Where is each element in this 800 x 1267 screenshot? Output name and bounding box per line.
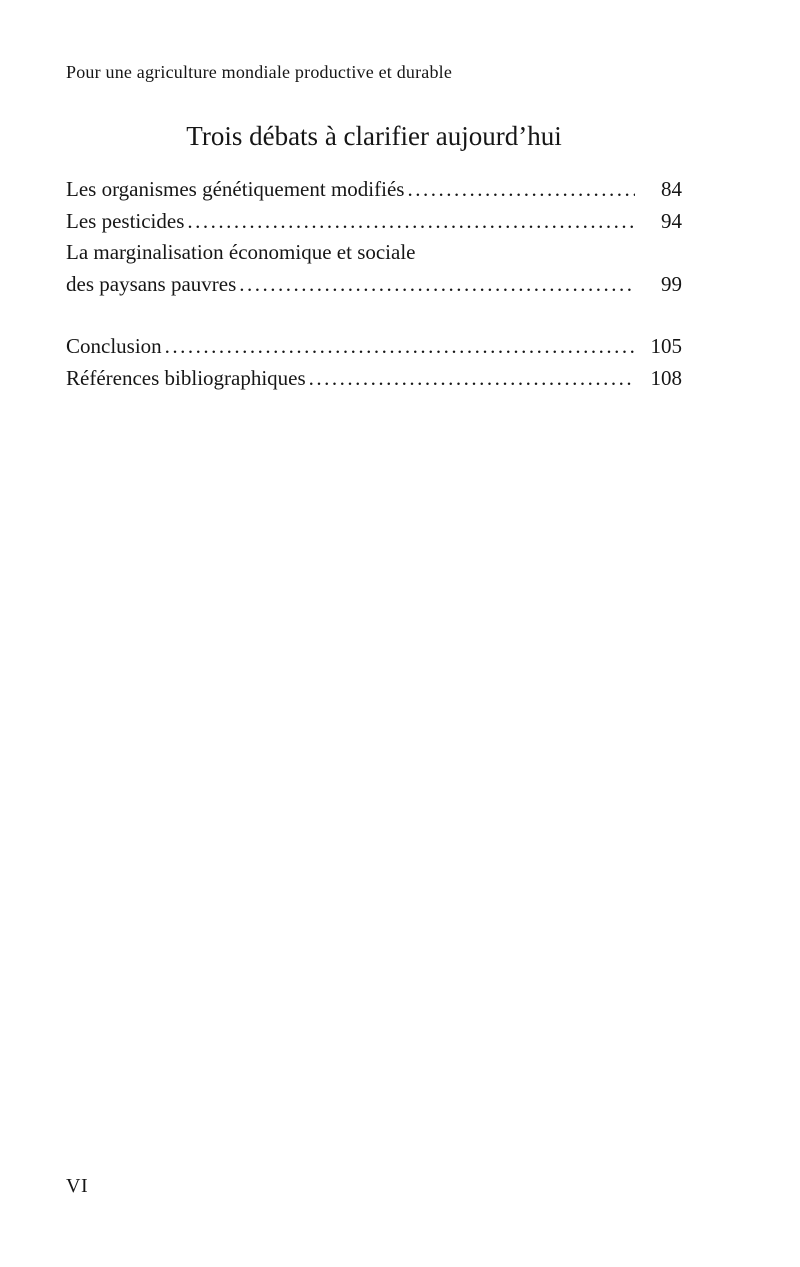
toc-group-spacer [66,300,682,331]
toc-entry-label: Conclusion [66,334,162,358]
toc-entry-marginalisation-line1 [66,237,682,269]
toc-page-number: 94 [661,208,682,233]
toc-entry-label: Les pesticides [66,208,185,233]
toc-page-number: 99 [661,271,682,296]
toc-entry-label: des paysans pauvres [66,271,237,296]
toc-page-number: 105 [650,334,682,358]
toc-entry-label: Références bibliographiques [66,365,306,390]
folio-page-number: VI [66,1175,89,1197]
toc-entry-references [66,363,682,395]
toc-leader-dots [187,206,635,238]
toc-entry-label: La marginalisation économique et sociale [66,240,416,264]
toc-leader-dots [165,331,635,363]
toc-entry-label: Les organismes génétiquement modifiés [66,177,405,201]
toc-page-number: 108 [650,365,682,390]
toc-leader-dots [309,363,635,395]
section-title: Trois débats à clarifier aujourd’hui [186,121,562,151]
running-header: Pour une agriculture mondiale productive et durable [66,62,453,82]
toc-leader-dots [407,174,635,206]
toc-leader-dots [239,269,635,301]
toc-page-number: 84 [661,177,682,201]
toc-list [66,174,682,394]
toc-entry-ogm [66,174,682,206]
toc-entry-marginalisation-line2 [66,269,682,301]
toc-entry-pesticides [66,206,682,238]
toc-entry-conclusion [66,331,682,363]
